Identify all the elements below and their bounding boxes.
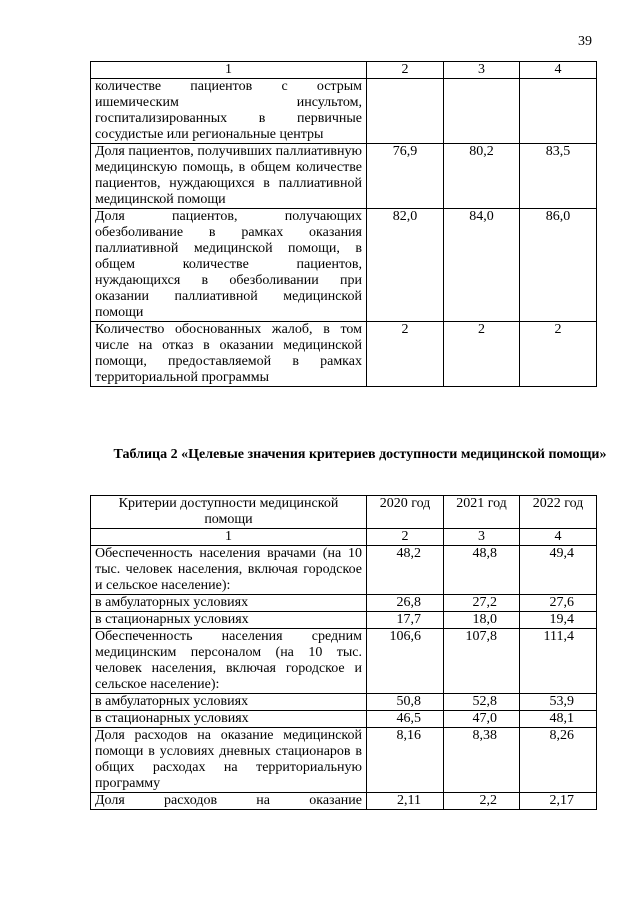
value-cell: 2,11 [367,793,444,810]
value-cell: 46,5 [367,711,444,728]
value-cell: 52,8 [444,694,520,711]
value-cell: 2 [520,322,597,387]
table-row [91,728,597,793]
criterion-cell: в стационарных условиях [91,612,367,629]
value-cell [367,79,444,144]
value-cell: 48,2 [367,546,444,595]
criterion-cell: Доля пациентов, получивших паллиативную медицинскую помощь, в общем количестве пациентов, нуждающихся в паллиативной медицинской помощи [91,144,367,209]
value-cell: 80,2 [444,144,520,209]
table-column-headers [91,496,597,529]
column-number-2: 2 [367,529,444,546]
value-cell: 107,8 [444,629,520,694]
column-header-2022: 2022 год [520,496,597,529]
table-row [91,144,597,209]
value-cell: 18,0 [444,612,520,629]
criterion-cell: количестве пациентов с острым ишемическим инсультом, госпитализированных в первичные сосудистые или региональные центры [91,79,367,144]
table-row [91,322,597,387]
column-number-2: 2 [367,62,444,79]
table-row [91,546,597,595]
table-row [91,793,597,810]
value-cell: 49,4 [520,546,597,595]
value-cell: 76,9 [367,144,444,209]
value-cell: 8,26 [520,728,597,793]
value-cell: 106,6 [367,629,444,694]
value-cell [444,79,520,144]
value-cell: 82,0 [367,209,444,322]
value-cell: 27,6 [520,595,597,612]
column-number-1: 1 [91,529,367,546]
value-cell: 84,0 [444,209,520,322]
value-cell: 50,8 [367,694,444,711]
value-cell: 8,16 [367,728,444,793]
value-cell: 47,0 [444,711,520,728]
table-header-row [91,62,597,79]
value-cell: 8,38 [444,728,520,793]
criterion-cell: в амбулаторных условиях [91,595,367,612]
criterion-cell: Обеспеченность населения врачами (на 10 тыс. человек населения, включая городское и сельское население): [91,546,367,595]
value-cell: 27,2 [444,595,520,612]
value-cell: 17,7 [367,612,444,629]
table-row [91,694,597,711]
table-row [91,612,597,629]
column-header-criteria: Критерии доступности медицинской помощи [91,496,367,529]
value-cell: 2 [444,322,520,387]
table-continued [90,61,597,387]
column-header-2021: 2021 год [444,496,520,529]
table-row [91,629,597,694]
table-title: Таблица 2 «Целевые значения критериев доступности медицинской помощи» [113,447,607,462]
table-row [91,209,597,322]
criterion-cell: в амбулаторных условиях [91,694,367,711]
value-cell: 2 [367,322,444,387]
value-cell [520,79,597,144]
criterion-cell: Доля расходов на оказание [91,793,367,810]
column-number-1: 1 [91,62,367,79]
column-number-3: 3 [444,62,520,79]
value-cell: 53,9 [520,694,597,711]
value-cell: 83,5 [520,144,597,209]
criterion-cell: Количество обоснованных жалоб, в том числе на отказ в оказании медицинской помощи, предоставляемой в рамках территориальной программы [91,322,367,387]
value-cell: 19,4 [520,612,597,629]
criterion-cell: в стационарных условиях [91,711,367,728]
column-number-4: 4 [520,62,597,79]
column-number-3: 3 [444,529,520,546]
accessibility-criteria-table [90,495,597,810]
page-number: 39 [578,34,592,49]
table-numbering-row [91,529,597,546]
value-cell: 48,1 [520,711,597,728]
table-row [91,711,597,728]
column-header-2020: 2020 год [367,496,444,529]
value-cell: 26,8 [367,595,444,612]
value-cell: 2,17 [520,793,597,810]
criterion-cell: Обеспеченность населения средним медицинским персоналом (на 10 тыс. человек населения, включая городское и сельское население): [91,629,367,694]
table-row [91,595,597,612]
value-cell: 48,8 [444,546,520,595]
column-number-4: 4 [520,529,597,546]
value-cell: 2,2 [444,793,520,810]
value-cell: 111,4 [520,629,597,694]
table-row [91,79,597,144]
criterion-cell: Доля пациентов, получающих обезболивание в рамках оказания паллиативной медицинской помощи, в общем количестве пациентов, нуждающихся в обезболивании при оказании паллиативной медицинской помощи [91,209,367,322]
criterion-cell: Доля расходов на оказание медицинской помощи в условиях дневных стационаров в общих расходах на территориальную программу [91,728,367,793]
value-cell: 86,0 [520,209,597,322]
